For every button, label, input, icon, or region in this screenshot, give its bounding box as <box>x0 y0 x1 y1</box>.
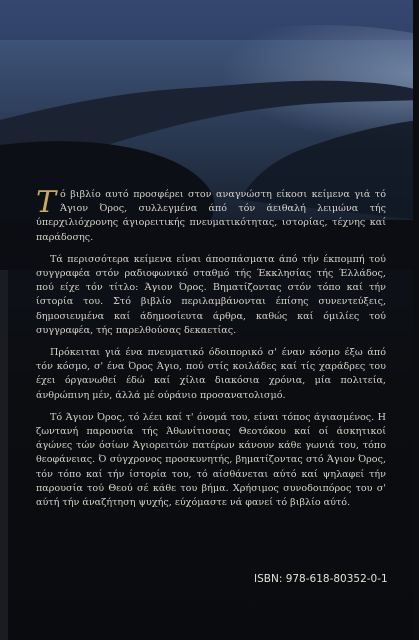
paragraph-2: Τά περισσότερα κείμενα είναι άποσπάσματα άπό τήν έκπομπή τού συγγραφέα στόν ραδιοφωνικό σταθμό τής Έκκλησίας τής Έλλάδος, πού είχε τόν τίτλο: Άγιον Όρος. Βηματίζοντας στόν τόπο καί τήν ίστορία του. Στό βιβλίο περιλαμβάνονται έπίσης συνεντεύξεις, δημοσιευμένα καί άδημοσίευτα άρθρα, καθώς καί όμιλίες τού συγγραφέα, τής παρελθούσας δεκαετίας. <box>36 253 386 336</box>
paragraph-1 <box>36 185 386 245</box>
paragraph-4: Τό Άγιον Όρος, τό λέει καί τ' όνομά του, είναι τόπος άγιασμένος. Η ζωντανή παρουσία τής Άθωνίτισσας Θεοτόκου καί οί άσκητικοί άγώνες τών όσίων Άγιορειτών πατέρων κάνουν κάθε γωνιά του, τόπο θεοφάνειας. Ό σύγχρονος προσκυνητής, βηματίζοντας στό Άγιον Όρος, τόν τόπο καί τήν ίστορία του, τό αίσθάνεται αύτό καί ψηλαφεί τήν παρουσία τού Θεού σέ κάθε του βήμα. Χρήσιμος συνοδοιπόρος του σ' αύτή τήν άναζήτηση ψυχής, εύχόμαστε νά φανεί τό βιβλίο αύτό. <box>36 411 386 509</box>
paragraph-1-text: ό βιβλίο αυτό προσφέρει στον αναγνώστη είκοσι κείμενα γιά τό Άγιον Όρος, συλλεγμένα άπό τόν άειθαλή λειμώνα τής ύπερχιλιόχρονης άγιορειτικής πνευματικότητας, ιστορίας, τέχνης καί παράδοσης. <box>36 189 386 243</box>
paragraph-3: Πρόκειται γιά ένα πνευματικό όδοιπορικό σ' έναν κόσμο έξω άπό τόν κόσμο, σ' ένα Όρος Άγιο, πού στίς κοιλάδες καί τίς χαράδρες του έχει όργανωθεί έδώ καί χίλια διακόσια χρόνια, μία πολιτεία, άνθρώπινη μέν, άλλά μέ ούράνιο προσανατολισμό. <box>36 347 386 401</box>
blurb-text <box>36 185 386 518</box>
isbn-label: ISBN: 978-618-80352-0-1 <box>254 573 388 585</box>
drop-cap: Τ <box>36 185 57 220</box>
cover-edge-right <box>413 0 419 640</box>
